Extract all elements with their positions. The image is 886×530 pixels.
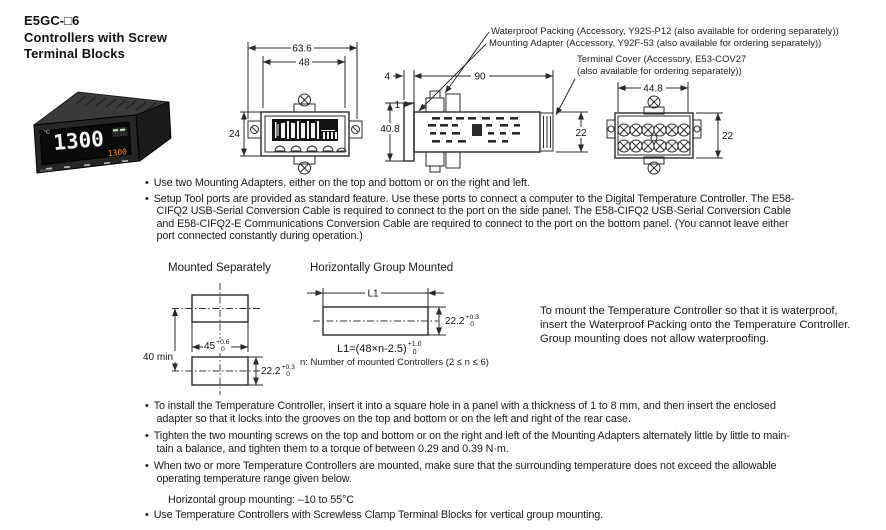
leader-terminal-cover [556, 79, 575, 115]
annotation-terminal-cover-line2: (also available for ordering separately)) [577, 66, 742, 77]
side-height-front-dim: 40.8 [380, 124, 400, 135]
rear-view-drawing [607, 82, 734, 174]
product-code: E5GC-□6 [24, 13, 80, 28]
cutout-width-dim [203, 339, 231, 353]
side-mounting-adapter [426, 91, 460, 172]
cutout-width-value: 45 [204, 340, 216, 352]
waterproof-note [540, 304, 850, 346]
panel-cutout-drawings [140, 278, 470, 398]
display-unit-label: °C [43, 129, 51, 136]
tolerance-lower: 0 [412, 348, 417, 356]
annotation-waterproof-packing: Waterproof Packing (Accessory, Y92S-P12 (also available for ordering separately)) [491, 26, 839, 37]
tolerance-upper: +1.0 [407, 341, 422, 348]
front-width-outer-dim: 63.6 [292, 43, 312, 55]
front-top-screw [294, 94, 315, 112]
heading-mounted-separately: Mounted Separately [168, 262, 271, 274]
cutout-separate-drawing [141, 283, 263, 395]
title-line-2: Controllers with Screw [24, 29, 168, 45]
side-height-rear-dim: 22 [575, 128, 587, 139]
cutout-group-drawing [307, 287, 446, 335]
side-view-drawing [377, 32, 589, 172]
front-bottom-screw [294, 156, 315, 174]
tolerance-upper: +0.6 [216, 339, 230, 346]
waterproof-note-line: Group mounting does not allow waterproofing. [540, 333, 769, 345]
cutout-l1-dim: L1 [367, 288, 379, 300]
product-photo [28, 86, 176, 181]
note-line: • Use two Mounting Adapters, either on the top and bottom or on the right and left. [145, 177, 794, 190]
n-definition-note: n: Number of mounted Controllers (2 ≤ n ≤ 6) [300, 357, 489, 368]
tolerance-upper: +0.3 [465, 314, 479, 321]
side-depth-dim: 90 [474, 71, 486, 83]
l1-formula-text: L1=(48×n-2.5) [337, 342, 407, 355]
side-vents [428, 117, 520, 143]
cutout-height-dim [260, 364, 296, 378]
annotation-terminal-cover-line1: Terminal Cover (Accessory, E53-COV27 [577, 54, 747, 65]
note-line: • Tighten the two mounting screws on the top and bottom or on the right and left of the Mounting Adapters alternately little by little to main- [145, 430, 790, 443]
note-line: tain a balance, and tighten them to a torque of between 0.29 and 0.39 N·m. [156, 442, 509, 455]
note-line: • To install the Temperature Controller, insert it into a square hole in a panel with a thickness of 1 to 8 mm, and then insert the enclosed [145, 400, 790, 413]
side-gap-dim: 1 [394, 100, 400, 111]
l1-formula [337, 341, 422, 356]
rear-width-dim: 44.8 [643, 83, 663, 95]
front-keys [275, 146, 346, 151]
group-height-value: 22.2 [445, 315, 465, 327]
page-title [24, 13, 167, 63]
front-view-drawing [229, 42, 362, 174]
dimension-drawings [225, 20, 765, 185]
cutout-vertical-spacing-dim: 40 min [143, 352, 174, 363]
tolerance-upper: +0.3 [281, 364, 295, 371]
note-line-indented: Horizontal group mounting: –10 to 55°C [168, 493, 354, 506]
front-width-inner-dim: 48 [298, 57, 310, 69]
note-line: operating temperature range given below. [156, 472, 352, 485]
group-cutout-height-dim [444, 314, 480, 328]
note-line: • Setup Tool ports are provided as standard feature. Use these ports to connect a computer to the Digital Temperature Controller. The E58- [145, 193, 794, 206]
note-line: CIFQ2 USB-Serial Conversion Cable is required to connect to the port on the side panel. The E58-CIFQ2 USB-Serial Conversion Cable [156, 205, 791, 218]
waterproof-note-line: To mount the Temperature Controller so that it is waterproof, [540, 305, 838, 317]
annotation-mounting-adapter: Mounting Adapter (Accessory, Y92F-53 (also available for ordering separately)) [489, 38, 822, 49]
display-sub-value: 1300 [107, 147, 128, 158]
note-line: adapter so that it locks into the grooves on the top and bottom or on the left and right of the rear case. [156, 412, 631, 425]
note-line: • Use Temperature Controllers with Screwless Clamp Terminal Blocks for vertical group mounting. [145, 509, 790, 522]
cutout-height-value: 22.2 [261, 365, 281, 377]
rear-height-dim: 22 [722, 131, 734, 142]
rear-bottom-screw [644, 157, 664, 174]
title-line-3: Terminal Blocks [24, 46, 125, 61]
notes-bottom [145, 400, 790, 522]
display-main-value: 1300 [52, 126, 105, 155]
note-line: and E58-CIFQ2-E Communications Conversion Cable are required to connect to the port on the bottom panel. (You cannot leave either [156, 217, 789, 230]
tolerance-lower: 0 [286, 371, 291, 378]
tolerance-lower: 0 [220, 346, 225, 353]
brand-logo: omron [39, 166, 53, 173]
rear-top-screw [644, 96, 664, 114]
heading-group-mounted: Horizontally Group Mounted [310, 262, 454, 274]
note-line: • When two or more Temperature Controllers are mounted, make sure that the surrounding temperature does not exceed the allowable [145, 460, 790, 473]
note-line: port connected constantly during operation.) [156, 230, 363, 243]
status-panel [112, 127, 128, 137]
side-flange-dim: 4 [384, 71, 390, 83]
notes-top [145, 177, 794, 243]
front-height-dim: 24 [228, 129, 240, 140]
tolerance-lower: 0 [470, 321, 475, 328]
waterproof-note-line: insert the Waterproof Packing onto the Temperature Controller. [540, 319, 851, 331]
terminal-screws [618, 124, 690, 152]
